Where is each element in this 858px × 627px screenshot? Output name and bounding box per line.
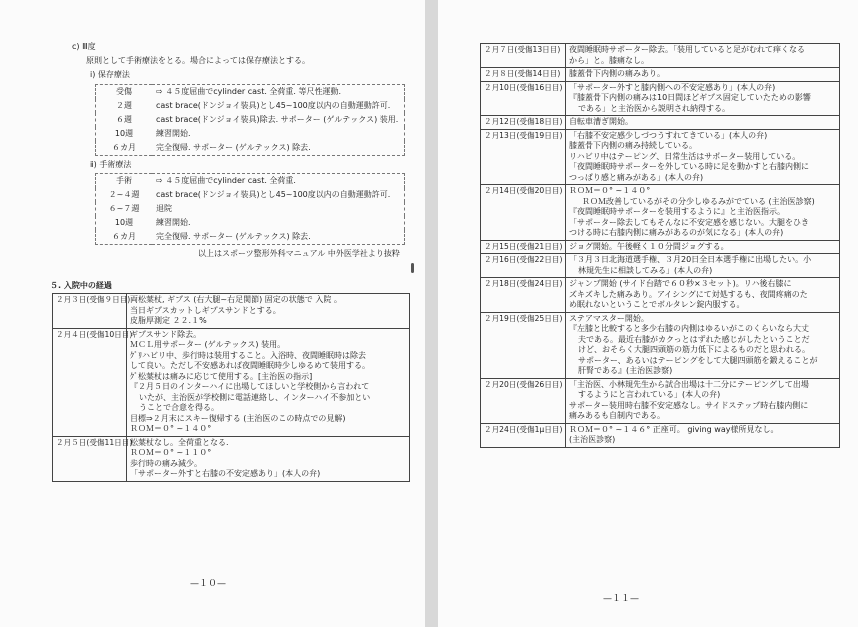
sub-heading-surgical: ⅱ) 手術療法 xyxy=(90,160,132,169)
log-line: けど、おそらく大腿四頭筋の筋力低下によるものだと思われる。 xyxy=(578,345,810,354)
log-line: (主治医診察) xyxy=(569,435,616,444)
log-line: 「主治医、小林規先生から試合出場は十二分にテーピングして出場 xyxy=(569,379,809,389)
log-date: ２月16日(受傷22日目) xyxy=(481,254,566,278)
log-line: サポーター装用時右膝不安定感なし。サイドステップ時右膝内側に xyxy=(569,400,809,410)
log-date: ２月５日(受傷11日目) xyxy=(53,436,127,481)
log-line: 『２月５日のインターハイに出場してほしいと学校側から言われて xyxy=(130,382,370,391)
log-date: ２月14日(受傷20日目) xyxy=(481,185,566,241)
log-line: め眠れないということでボルタレン錠内服する。 xyxy=(569,300,745,309)
conservative-plan-row xyxy=(96,141,405,156)
log-line: して良い。ただし不安感あれば夜間睡眠時少しゆるめて装用する。 xyxy=(130,361,370,370)
log-line: するようにと言われている」(本人の弁) xyxy=(578,390,721,399)
log-line: ｸﾞﾘハビリ中、歩行時は装用すること。入浴時、夜間睡眠時は除去 xyxy=(130,350,366,360)
log-date: ２月20日(受傷26日目) xyxy=(481,378,566,423)
log-entry xyxy=(481,378,840,423)
principle-text: 原則として手術療法をとる。場合によっては保存療法とする。 xyxy=(86,56,310,65)
log-line: 林規先生に相談してみる」(本人の弁) xyxy=(578,265,713,275)
log-body xyxy=(127,436,410,481)
conservative-plan-description: 練習開始. xyxy=(156,129,191,138)
surgical-plan-row xyxy=(96,188,405,202)
log-line: 痛みあるも自制内である。 xyxy=(569,411,665,420)
log-body xyxy=(127,294,410,329)
log-entry xyxy=(481,44,840,68)
log-line: うことで合意を得る。 xyxy=(139,403,219,412)
log-entry xyxy=(53,436,410,481)
log-entry xyxy=(481,129,840,185)
log-entry xyxy=(481,278,840,313)
surgical-plan-description: ⇨ ４５度屈曲でcylinder cast. 全荷重. xyxy=(156,176,296,185)
log-line: 夜間睡眠時サポーター除去。「装用していると足がむれて痒くなる xyxy=(569,45,805,54)
conservative-plan-row xyxy=(96,113,405,127)
log-line: つっぱり感と痛みがある」(本人の弁) xyxy=(569,172,704,182)
surgical-plan-description: 完全復帰. サポーター (ゲルテックス) 除去. xyxy=(156,232,311,241)
log-line: 皮脂厚測定 ２２.１% xyxy=(130,316,207,325)
log-body xyxy=(566,44,840,68)
log-body xyxy=(566,278,840,313)
log-line: 「サポーター外すと右膝の不安定感あり」(本人の弁) xyxy=(130,469,321,478)
log-line: つける時に右膝内側に痛みがあるのが気になる」(本人の弁) xyxy=(569,228,784,237)
log-line: リハビリ中はテーピング、日常生活はサポーター装用している。 xyxy=(569,151,801,161)
page-number-right: —１１— xyxy=(603,594,640,604)
log-entry xyxy=(481,81,840,116)
log-line: 両松葉杖, ギプス (右大腿~右足関節) 固定の状態で 入院 。 xyxy=(130,295,342,304)
conservative-plan-timing: 受傷 xyxy=(116,87,132,96)
log-line: 「右膝不安定感少しづつうすれてきている」(本人の弁) xyxy=(569,130,768,140)
log-body xyxy=(566,81,840,116)
left-page xyxy=(0,0,425,627)
log-date: ２月３日(受傷９日目) xyxy=(53,294,127,329)
log-date: ２月13日(受傷19日目) xyxy=(481,129,566,185)
log-body xyxy=(127,328,410,436)
surgical-plan-timing: ６カ月 xyxy=(112,232,136,241)
log-line: ズキズキした痛みあり。アイシングにて対処するも、夜間疼痛のた xyxy=(569,289,808,299)
log-line: から」と。膝痛なし。 xyxy=(569,55,649,65)
log-date: ２月12日(受傷18日目) xyxy=(481,116,566,130)
log-body xyxy=(566,240,840,254)
binding-mark xyxy=(411,263,414,273)
section-5-heading: ５. 入院中の経過 xyxy=(50,281,112,290)
log-line: 膝蓋骨下内側の痛み持続している。 xyxy=(569,141,697,150)
surgical-plan-description: 練習開始. xyxy=(156,218,191,227)
log-line: 肝腎である』(主治医診察) xyxy=(578,366,673,375)
log-entry xyxy=(481,240,840,254)
surgical-plan-timing: ６~７週 xyxy=(108,204,140,213)
log-date: ２月８日(受傷14日目) xyxy=(481,68,566,82)
log-date: ２月４日(受傷10日目) xyxy=(53,328,127,436)
conservative-plan-description: cast brace(ドンジョイ装具)除去. サポーター (ゲルテックス) 装用. xyxy=(156,115,399,124)
log-entry xyxy=(481,254,840,278)
log-line: 「３月３日北海道選手権、３月20日全日本選手権に出場したい。小 xyxy=(569,255,812,264)
log-line: 膝蓋骨下内側の痛みあり。 xyxy=(569,69,665,78)
conservative-plan-table xyxy=(95,84,405,156)
log-line: ジャンプ開始 (サイド台踏で６０秒×３セット)。リハ後右膝に xyxy=(569,279,792,288)
log-date: ２月19日(受傷25日目) xyxy=(481,312,566,378)
log-entry xyxy=(481,423,840,447)
log-line: 『膝蓋骨下内側の痛みは10日間ほどギプス固定していたための影響 xyxy=(569,93,811,102)
log-line: 自転車漕ぎ開始。 xyxy=(569,117,633,126)
log-line: 『夜間睡眠時サポーターを装用するように』と主治医指示。 xyxy=(569,207,785,216)
conservative-plan-description: cast brace(ドンジョイ装具)とし45~100度以内の自動運動許可. xyxy=(156,101,391,110)
progress-log-right xyxy=(480,43,840,448)
log-entry xyxy=(481,185,840,241)
section-c-heading: c) Ⅲ度 xyxy=(72,42,96,51)
log-date: ２月10日(受傷16日目) xyxy=(481,81,566,116)
conservative-plan-timing: 10週 xyxy=(114,129,134,138)
log-line: 「サポーター外すと膝内側への不安定感あり」(本人の弁) xyxy=(569,82,776,92)
log-line: 目標⇒２月末にスキー復帰する (主治医のこの時点での見解) xyxy=(130,413,346,423)
log-line: ＲＯＭ改善しているがその分少しゆるみがでている (主治医診察) xyxy=(582,196,815,206)
surgical-plan-row xyxy=(96,230,405,245)
right-page xyxy=(438,0,858,627)
log-line: ＲＯＭ＝０° ~１４０° xyxy=(130,424,212,433)
log-line: ＲＯＭ＝０° ~１４６° 正座可。 giving way様所見なし。 xyxy=(569,424,779,434)
conservative-plan-description: 完全復帰. サポーター (ゲルテックス) 除去. xyxy=(156,143,311,152)
log-body xyxy=(566,116,840,130)
log-line: サポーター、あるいはテーピングをして大腿四頭筋を鍛えることが xyxy=(578,355,818,365)
surgical-plan-timing: 手術 xyxy=(116,176,132,185)
log-body xyxy=(566,312,840,378)
log-entry xyxy=(53,294,410,329)
log-date: ２月15日(受傷21日目) xyxy=(481,240,566,254)
log-line: 「サポーター除去してもそんなに不安定感を感じない。大腿をひき xyxy=(569,217,809,227)
log-line: 当日ギプスカットしギプスサンドとする。 xyxy=(130,305,281,315)
log-line: いたが、主治医が学校側に電話連絡し、インターハイ不参加とい xyxy=(139,392,371,402)
log-line: ジョグ開始。午後軽く１０分間ジョグする。 xyxy=(569,241,729,251)
log-entry xyxy=(481,312,840,378)
conservative-plan-timing: ６カ月 xyxy=(112,143,136,152)
log-body xyxy=(566,185,840,241)
sub-heading-conservative: ⅰ) 保存療法 xyxy=(90,70,130,79)
log-line: 『左膝と比較すると多少右膝の内側はゆるいがこのくらいなら大丈 xyxy=(569,324,809,333)
conservative-plan-row xyxy=(96,85,405,100)
surgical-plan-timing: ２~４週 xyxy=(108,190,140,199)
log-body xyxy=(566,378,840,423)
surgical-plan-row xyxy=(96,174,405,189)
log-date: ２月18日(受傷24日目) xyxy=(481,278,566,313)
page-number-left: —１０— xyxy=(190,579,227,589)
log-body xyxy=(566,254,840,278)
log-date: ２月24日(受傷1μ日目) xyxy=(481,423,566,447)
log-line: ＭＣＬ用サポーター (ゲルテックス) 装用。 xyxy=(130,340,286,349)
log-entry xyxy=(53,328,410,436)
surgical-plan-description: 退院 xyxy=(156,204,172,213)
progress-log-left xyxy=(52,293,410,482)
log-date: ２月７日(受傷13日目) xyxy=(481,44,566,68)
conservative-plan-timing: ２週 xyxy=(116,101,132,110)
page-gutter xyxy=(425,0,438,627)
surgical-plan-timing: 10週 xyxy=(114,218,134,227)
log-line: ＲＯＭ＝０° ~１４０° xyxy=(569,186,651,195)
log-line: 歩行時の痛み減少。 xyxy=(130,458,202,468)
log-line: ステアマスター開始。 xyxy=(569,313,649,323)
log-line: 夫である。最近右膝がカクっとはずれた感じがしたということだ xyxy=(578,334,810,344)
log-line: 「夜間睡眠時サポーターを外している時に足を動かすと右膝内側に xyxy=(569,162,809,171)
log-line: ＲＯＭ＝０° ~１１０° xyxy=(130,448,212,457)
log-line: ギプスサンド除去。 xyxy=(130,329,202,339)
log-body xyxy=(566,423,840,447)
conservative-plan-row xyxy=(96,99,405,113)
surgical-plan-row xyxy=(96,202,405,216)
conservative-plan-timing: ６週 xyxy=(116,115,132,124)
log-line: ｸﾞ松葉杖は痛みに応じて使用する。[主治医の指示] xyxy=(130,371,313,381)
conservative-plan-row xyxy=(96,127,405,141)
log-entry xyxy=(481,116,840,130)
log-line: である」と主治医から説明され納得する。 xyxy=(578,103,730,113)
conservative-plan-description: ⇨ ４５度屈曲でcylinder cast. 全荷重. 等尺性運動. xyxy=(156,87,342,96)
log-entry xyxy=(481,68,840,82)
surgical-plan-row xyxy=(96,216,405,230)
surgical-plan-description: cast brace(ドンジョイ装具)とし45~100度以内の自動運動許可. xyxy=(156,190,391,199)
log-body xyxy=(566,129,840,185)
surgical-plan-table xyxy=(95,173,405,245)
log-line: 松葉杖なし。全荷重となる. xyxy=(130,437,229,447)
log-body xyxy=(566,68,840,82)
source-citation: 以上はスポーツ整形外科マニュアル 中外医学社より抜粋 xyxy=(198,249,400,258)
